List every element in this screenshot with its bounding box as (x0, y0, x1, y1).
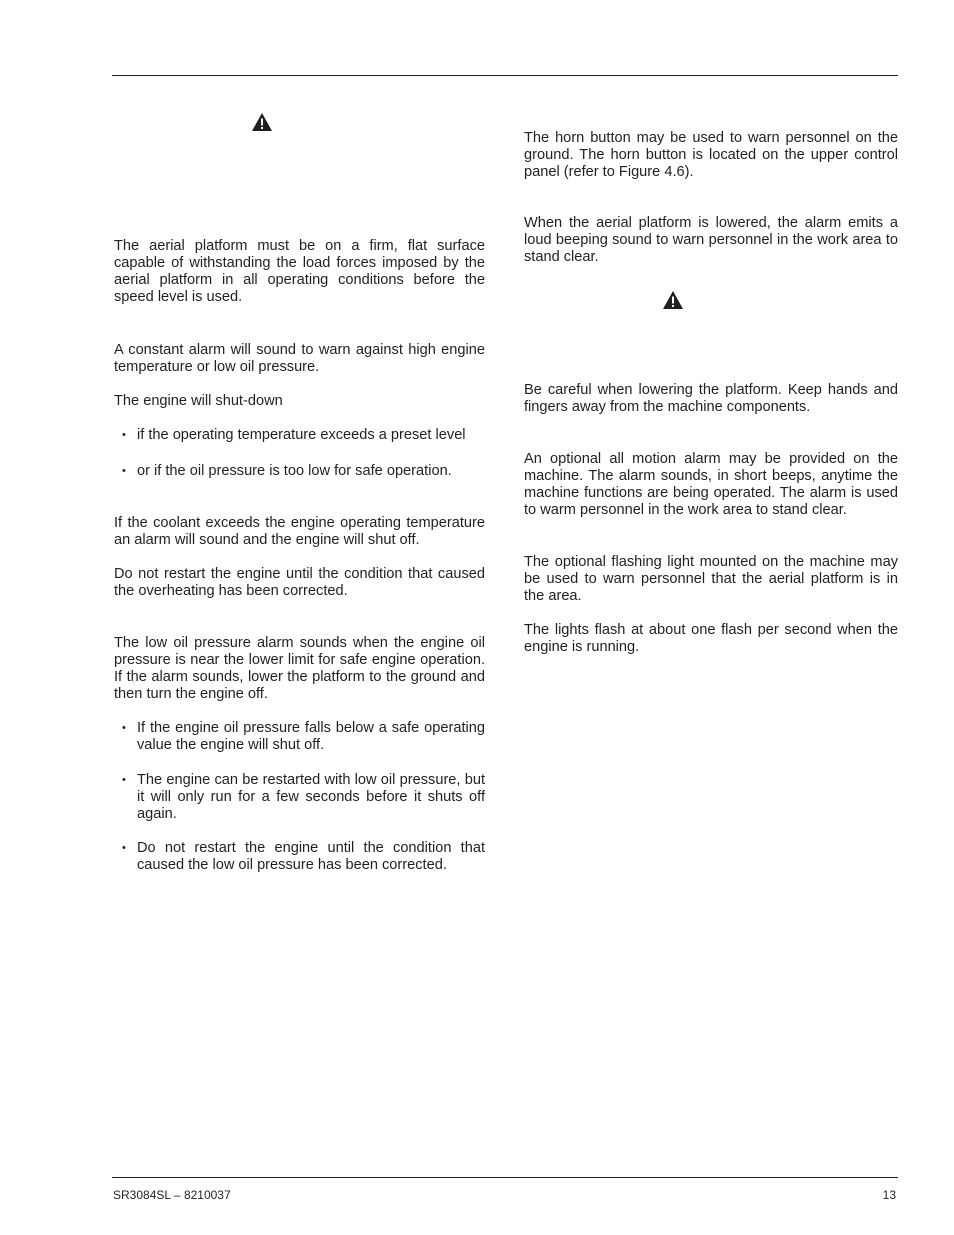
list-item (122, 463, 485, 480)
paragraph: Do not restart the engine until the condition that caused the overheating has been corrected. (114, 566, 485, 599)
paragraph: When the aerial platform is lowered, the alarm emits a loud beeping sound to warn personnel in the work area to stand clear. (524, 215, 898, 265)
paragraph: The engine will shut-down (114, 393, 283, 409)
bullet-icon: • (122, 465, 126, 477)
paragraph: The low oil pressure alarm sounds when the engine oil pressure is near the lower limit for safe engine operation. If the alarm sounds, lower the platform to the ground and then turn the engine off. (114, 635, 485, 702)
list-item-text: Do not restart the engine until the condition that caused the low oil pressure has been corrected. (137, 840, 485, 873)
paragraph: A constant alarm will sound to warn against high engine temperature or low oil pressure. (114, 342, 485, 375)
paragraph: The horn button may be used to warn personnel on the ground. The horn button is located on the upper control panel (refer to Figure 4.6). (524, 130, 898, 180)
bullet-icon: • (122, 774, 126, 786)
warning-triangle-icon (251, 112, 273, 132)
bullet-icon: • (122, 429, 126, 441)
page-number: 13 (882, 1188, 896, 1202)
paragraph: Be careful when lowering the platform. Keep hands and fingers away from the machine components. (524, 382, 898, 415)
paragraph: If the coolant exceeds the engine operating temperature an alarm will sound and the engine will shut off. (114, 515, 485, 548)
list-item (122, 840, 485, 874)
paragraph: The lights flash at about one flash per second when the engine is running. (524, 622, 898, 655)
list-item (122, 427, 485, 444)
warning-triangle-icon (662, 290, 684, 310)
list-item-text: if the operating temperature exceeds a preset level (137, 427, 466, 443)
footer-doc-id: SR3084SL – 8210037 (113, 1188, 231, 1202)
list-item-text: or if the oil pressure is too low for safe operation. (137, 463, 452, 479)
list-item (122, 772, 485, 823)
paragraph: The optional flashing light mounted on the machine may be used to warn personnel that the aerial platform is in the area. (524, 554, 898, 604)
list-item-text: The engine can be restarted with low oil pressure, but it will only run for a few seconds before it shuts off again. (137, 772, 485, 822)
paragraph: An optional all motion alarm may be provided on the machine. The alarm sounds, in short beeps, anytime the machine functions are being operated. The alarm is used to warm personnel in the work area to stand clear. (524, 451, 898, 518)
footer-rule (112, 1177, 898, 1178)
list-item (122, 720, 485, 754)
paragraph: The aerial platform must be on a firm, flat surface capable of withstanding the load forces imposed by the aerial platform in all operating conditions before the speed level is used. (114, 238, 485, 305)
bullet-icon: • (122, 722, 126, 734)
list-item-text: If the engine oil pressure falls below a safe operating value the engine will shut off. (137, 720, 485, 753)
bullet-icon: • (122, 842, 126, 854)
header-rule (112, 75, 898, 76)
